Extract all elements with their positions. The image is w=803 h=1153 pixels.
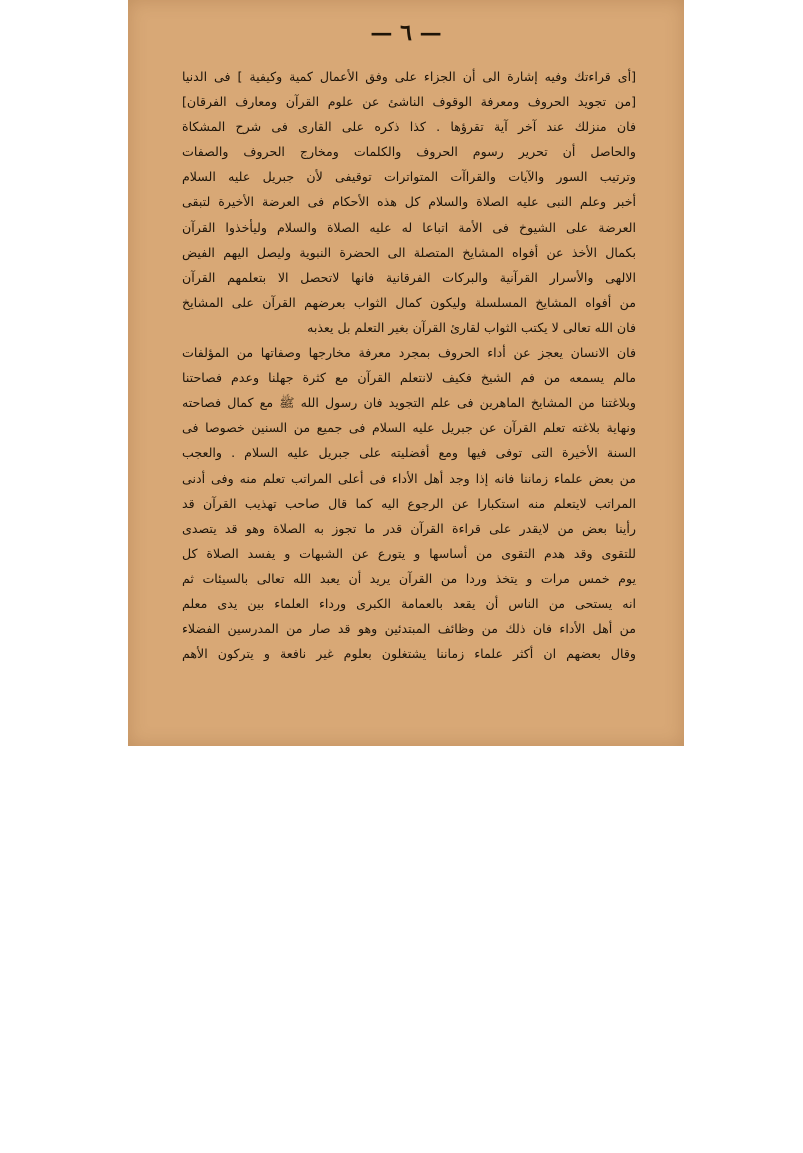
text-line: والحاصل أن تحرير رسوم الحروف والكلمات ومخارج الحروف والصفات (182, 144, 636, 160)
text-line: فان الانسان يعجز عن أداء الحروف بمجرد معرفة مخارجها وصفاتها من المؤلفات (182, 345, 636, 361)
text-line: فان الله تعالى لا يكتب الثواب لقارئ القرآن بغير التعلم بل يعذبه (307, 319, 636, 335)
text-line: وقال بعضهم ان أكثر علماء زماننا يشتغلون بعلوم غير نافعة و يتركون الأهم (182, 646, 636, 662)
text-line: أخبر وعلم النبى عليه الصلاة والسلام كل هذه الأحكام فى العرضة الأخيرة لتبقى (182, 194, 636, 210)
text-line: انه يستحى من الناس أن يقعد بالعمامة الكبرى ورداء العلماء بين يدى معلم (182, 595, 636, 611)
text-line: للتقوى وقد هدم التقوى من أساسها و يتورع عن الشبهات و يفسد الصلاة كل (182, 545, 636, 561)
text-line: العرضة على الشيوخ فى الأمة اتباعا له عليه الصلاة والسلام وليأخذوا القرآن (182, 219, 636, 235)
text-line: السنة الأخيرة التى توفى فيها ومع أفضليته على جبريل عليه السلام . والعجب (182, 445, 636, 461)
text-line: رأينا بعض من لايقدر على قراءة القرآن قدر ما تجوز به الصلاة وهو قد يتصدى (182, 520, 636, 536)
text-line: ونهاية بلاغته تعلم القرآن عن جبريل عليه السلام فى جميع من السنين خصوصا فى (182, 420, 636, 436)
text-line: فان منزلك عند آخر آية تقرؤها . كذا ذكره على القارى فى شرح المشكاة (182, 119, 636, 135)
text-line: بكمال الأخذ عن أفواه المشايخ المتصلة الى الحضرة النبوية وليصل اليهم الفيض (182, 244, 636, 260)
text-line: من بعض علماء زماننا فانه إذا وجد أهل الأداء فى أعلى المراتب تعلم منه وفى أدنى (182, 470, 636, 486)
text-line: مالم يسمعه من فم الشيخ فكيف لانتعلم القرآن مع كثرة جهلنا وعدم فصاحتنا (182, 370, 636, 386)
text-line: الالهى والأسرار القرآنية والبركات الفرقانية فانها لاتحصل الا بتعلمهم القرآن (182, 269, 636, 285)
text-line: وبلاغتنا من المشايخ الماهرين فى علم التجويد فان رسول الله ﷺ مع كمال فصاحته (182, 395, 636, 411)
text-line: وترتيب السور والآيات والقراآت المتواترات توقيفى لأن جبريل عليه السلام (182, 169, 636, 185)
text-line: [أى قراءتك وفيه إشارة الى أن الجزاء على وفق الأعمال كمية وكيفية ] فى الدنيا (182, 69, 636, 84)
text-line: المراتب لايتعلم منه استكبارا عن الرجوع اليه كما قال صاحب تهذيب القرآن قد (182, 495, 636, 511)
body-text (182, 64, 636, 666)
text-line: يوم خمس مرات و يتخذ وردا من القرآن يريد أن يعبد الله تعالى بالسيئات ثم (182, 570, 636, 586)
page-number: — ٦ — (370, 20, 442, 46)
text-line: من أفواه المشايخ المسلسلة وليكون كمال الثواب بعرضهم القرآن على المشايخ (182, 294, 636, 310)
text-line: من أهل الأداء فان ذلك من وظائف المبتدئين وهو قد صار من المدرسين الفضلاء (182, 621, 636, 637)
book-page (128, 0, 684, 746)
text-line: [من تجويد الحروف ومعرفة الوقوف الناشئ عن علوم القرآن ومعارف الفرقان] (182, 94, 636, 110)
